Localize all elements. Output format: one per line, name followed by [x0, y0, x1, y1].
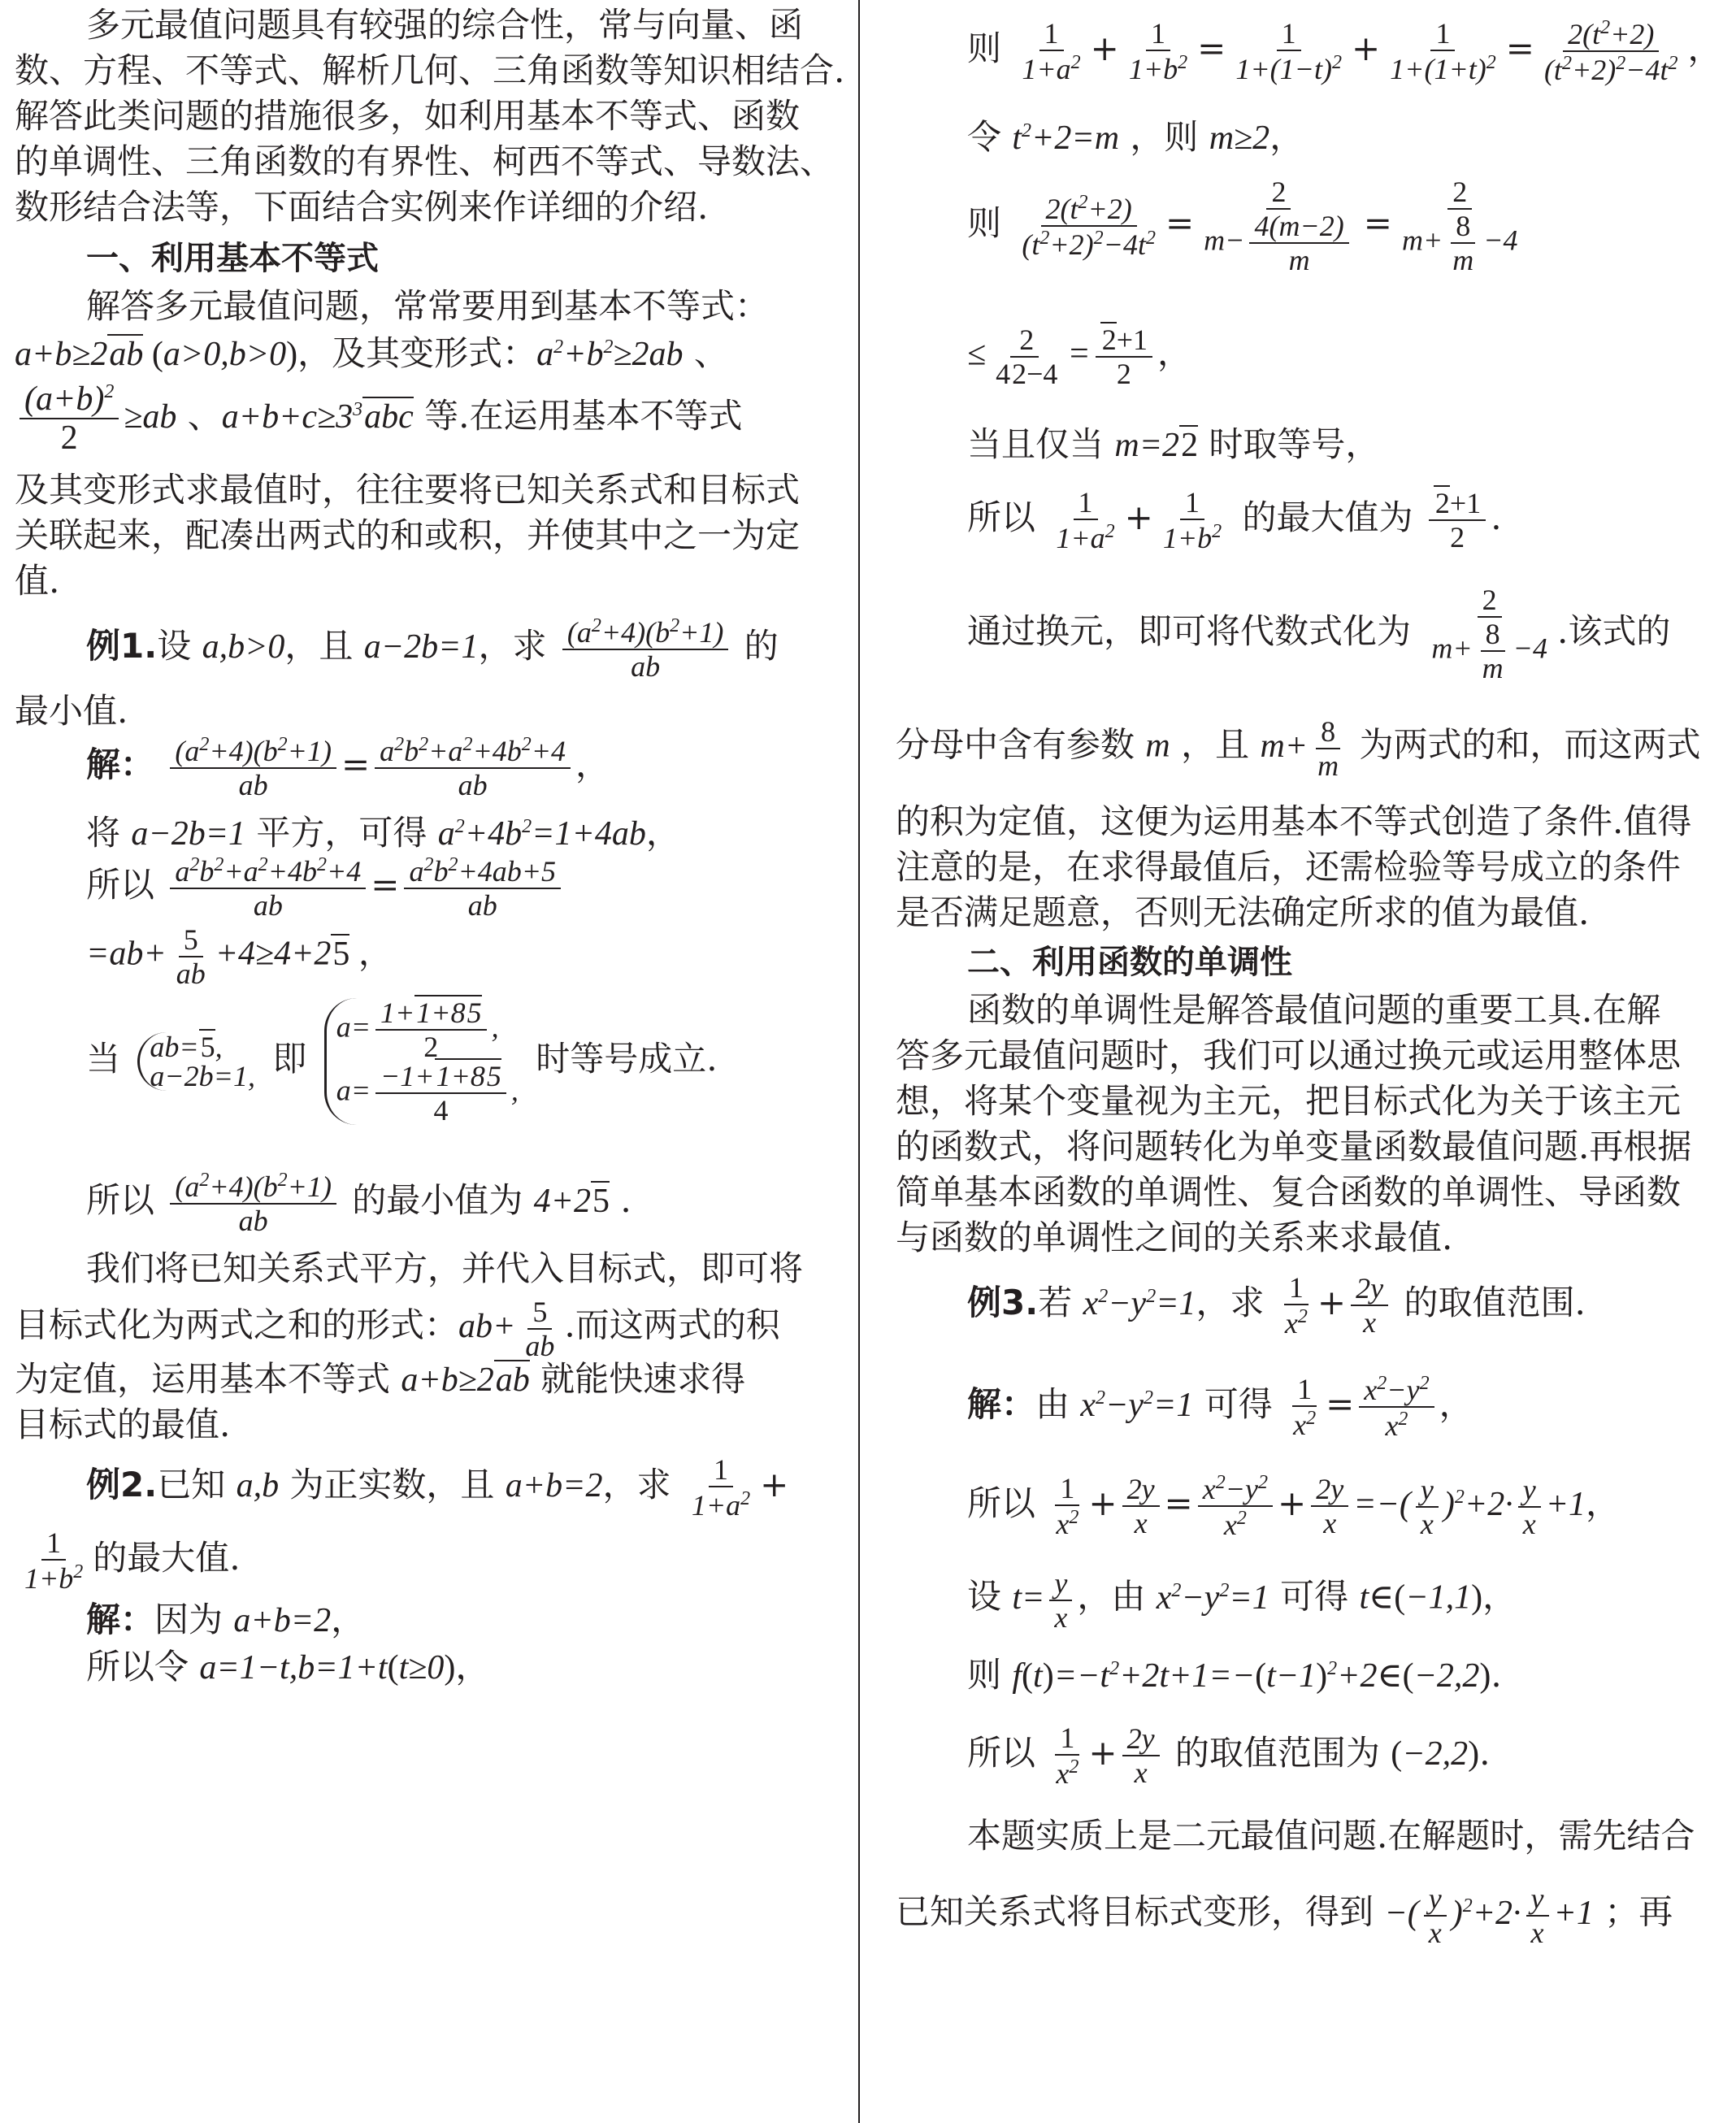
- sol1-line-1: 解： $\frac{(a^2+4)(b^2+1)}{ab}$ = $\frac{a^2b^2+a^2+4b^2+4}{ab}$ ，: [86, 734, 610, 801]
- sol2-line-5: 则 $\frac{2(t^2+2)}{(t^2+2)^2-4t^2}$ = 2 m− $\frac{4(m-2)}{m}$ = 2 m+ $\frac{8}{m}$ −4: [967, 176, 1518, 276]
- section-heading-1: 一、利用基本不等式: [86, 240, 379, 277]
- sol2-line-1: 解：因为 a+b=2，: [86, 1600, 366, 1639]
- sol1-line-4: =ab+ $\frac{5}{ab}$ +4≥4+25 ，: [86, 923, 393, 990]
- para5-line-3: 想，将某个变量视为主元，把目标式化为关于该主元: [896, 1081, 1682, 1121]
- para2-line-1: 解答多元最值问题，常常要用到基本不等式：: [86, 286, 770, 326]
- para3-line-3: 为定值，运用基本不等式 a+b≥2ab 就能快速求得: [15, 1359, 746, 1399]
- para6-line-2: 已知关系式将目标式变形，得到 −( $\frac{y}{x}$ )$^2$+2· $\frac{y}{x}$ +1 ；再: [896, 1882, 1673, 1949]
- sol1-line-5: 当 ab=5, a−2b=1, 即 a= $\frac{1+1+85}{2}$ , a= $\frac{-1+1+85}{4}$ , 时等号成立.: [86, 996, 718, 1127]
- para4-line-5: 是否满足题意，否则无法确定所求的值为最值.: [896, 892, 1590, 932]
- intro-line-3: 解答此类问题的措施很多，如利用基本不等式、函数: [15, 96, 801, 136]
- sol1-line-2: 将 a−2b=1 平方，可得 $a^2+4b^2=1+4ab$，: [86, 813, 680, 853]
- intro-line-2: 数、方程、不等式、解析几何、三角函数等知识相结合.: [15, 50, 845, 90]
- sol2-line-2: 所以令 a=1−t,b=1+t(t≥0)，: [86, 1647, 490, 1687]
- sol3-line-3: 设 t= $\frac{y}{x}$ ，由 $x^2-y^2=1$ 可得 t∈(−1,1)，: [967, 1567, 1517, 1634]
- example-2: 例2.已知 a,b 为正实数，且 a+b=2，求 $\frac{1}{1+a^2}$ +: [86, 1453, 789, 1522]
- example-1-tail: 最小值.: [15, 691, 128, 731]
- sol3-line-4: 则 $f(t)=-t^2+2t+1=-(t-1)^2+2\in(-2,2)$.: [967, 1655, 1502, 1695]
- text: ，及其变形式：: [297, 333, 537, 373]
- sol3-line-5: 所以 $\frac{1}{x^2}$ + $\frac{2y}{x}$ 的取值范围为 (−2,2).: [967, 1721, 1491, 1790]
- para6-line-1: 本题实质上是二元最值问题.在解题时，需先结合: [967, 1816, 1695, 1856]
- example-1: 例1.设 a,b>0，且 a−2b=1，求 $\frac{(a^2+4)(b^2+1)}{ab}$ 的: [86, 615, 779, 683]
- sol2-line-7: 当且仅当 m=22 时取等号，: [967, 424, 1380, 464]
- para4-line-2: 分母中含有参数 m ，且 m+ $\frac{8}{m}$ 为两式的和，而这两式: [896, 715, 1701, 782]
- para2-line-2: a+b≥2ab (a>0,b>0)，及其变形式：$a^2+b^2\ge 2ab$ 、: [15, 333, 728, 373]
- para5-line-2: 答多元最值问题时，我们可以通过换元或运用整体思: [896, 1035, 1682, 1075]
- para2-line-3: $\frac{(a+b)^2}{2}$ ≥ab 、$a+b+c\ge 3^3abc$ 等.在运用基本不等式: [15, 382, 743, 455]
- example-3: 例3.若 $x^2-y^2=1$，求 $\frac{1}{x^2}$ + $\frac{2y}{x}$ 的取值范围.: [967, 1271, 1586, 1339]
- sol2-line-3: 则 $\frac{1}{1+a^2}$ + $\frac{1}{1+b^2}$ = $\frac{1}{1+(1-t)^2}$ + $\frac{1}{1+(1+t)^2}$ = $\frac{2(t^2+2)}{(t^2+2)^2-4t^2}$ ，: [967, 17, 1722, 86]
- para3-line-1: 我们将已知关系式平方，并代入目标式，即可将: [86, 1248, 804, 1288]
- sol2-line-8: 所以 $\frac{1}{1+a^2}$ + $\frac{1}{1+b^2}$ 的最大值为 $\frac{2+1}{2}$ .: [967, 486, 1502, 554]
- para5-line-1: 函数的单调性是解答最值问题的重要工具.在解: [967, 990, 1661, 1030]
- para2-line-4: 及其变形式求最值时，往往要将已知关系式和目标式: [15, 470, 801, 510]
- formula-frac-ab: $\frac{(a+b)^2}{2}$: [20, 382, 119, 455]
- para3-line-4: 目标式的最值.: [15, 1404, 231, 1444]
- intro-line-5: 数形结合法等，下面结合实例来作详细的介绍.: [15, 187, 709, 227]
- para4-line-4: 注意的是，在求得最值后，还需检验等号成立的条件: [896, 847, 1682, 887]
- para2-line-6: 值.: [15, 561, 60, 601]
- para2-line-5: 关联起来，配凑出两式的和或积，并使其中之一为定: [15, 515, 801, 555]
- para4-line-3: 的积为定值，这便为运用基本不等式创造了条件.值得: [896, 801, 1692, 841]
- sol2-line-4: 令 $t^2+2=m$ ，则 m≥2，: [967, 117, 1304, 157]
- para5-line-5: 简单基本函数的单调性、复合函数的单调性、导函数: [896, 1172, 1682, 1212]
- para5-line-4: 的函数式，将问题转化为单变量函数最值问题.再根据: [896, 1127, 1692, 1166]
- sol2-line-6: ≤ $\frac{2}{42-4}$ = $\frac{2+1}{2}$ ，: [967, 323, 1192, 390]
- section-heading-2: 二、利用函数的单调性: [967, 944, 1292, 981]
- sol1-line-3: 所以 $\frac{a^2b^2+a^2+4b^2+4}{ab}$ = $\frac{a^2b^2+4ab+5}{ab}$: [86, 855, 566, 920]
- para3-line-2: 目标式化为两式之和的形式：ab+ $\frac{5}{ab}$ .而这两式的积: [15, 1296, 780, 1362]
- sol1-line-6: 所以 $\frac{(a^2+4)(b^2+1)}{ab}$ 的最小值为 4+25 .: [86, 1170, 631, 1237]
- intro-line-4: 的单调性、三角函数的有界性、柯西不等式、导数法、: [15, 141, 835, 181]
- sol3-line-2: 所以 $\frac{1}{x^2}$ + $\frac{2y}{x}$ = $\frac{x^2-y^2}{x^2}$ + $\frac{2y}{x}$ =−( $\frac{y}{x}$ )$^2$+2· $\frac{y}{x}$ +1，: [967, 1472, 1621, 1541]
- formula-amgm: a+b≥2ab (a>0,b>0): [15, 336, 298, 373]
- column-divider: [858, 0, 860, 2123]
- example-2-tail: $\frac{1}{1+b^2}$ 的最大值.: [24, 1526, 241, 1595]
- para5-line-6: 与函数的单调性之间的关系来求最值.: [896, 1218, 1453, 1257]
- formula-square: $a^2+b^2\ge 2ab$: [536, 336, 684, 373]
- intro-line-1: 多元最值问题具有较强的综合性，常与向量、函: [86, 5, 804, 45]
- sol3-line-1: 解：由 $x^2-y^2=1$ 可得 $\frac{1}{x^2}$ = $\frac{x^2-y^2}{x^2}$ ，: [967, 1373, 1473, 1442]
- para4-line-1: 通过换元，即可将代数式化为 2 m+ $\frac{8}{m}$ −4 .该式的: [967, 584, 1671, 684]
